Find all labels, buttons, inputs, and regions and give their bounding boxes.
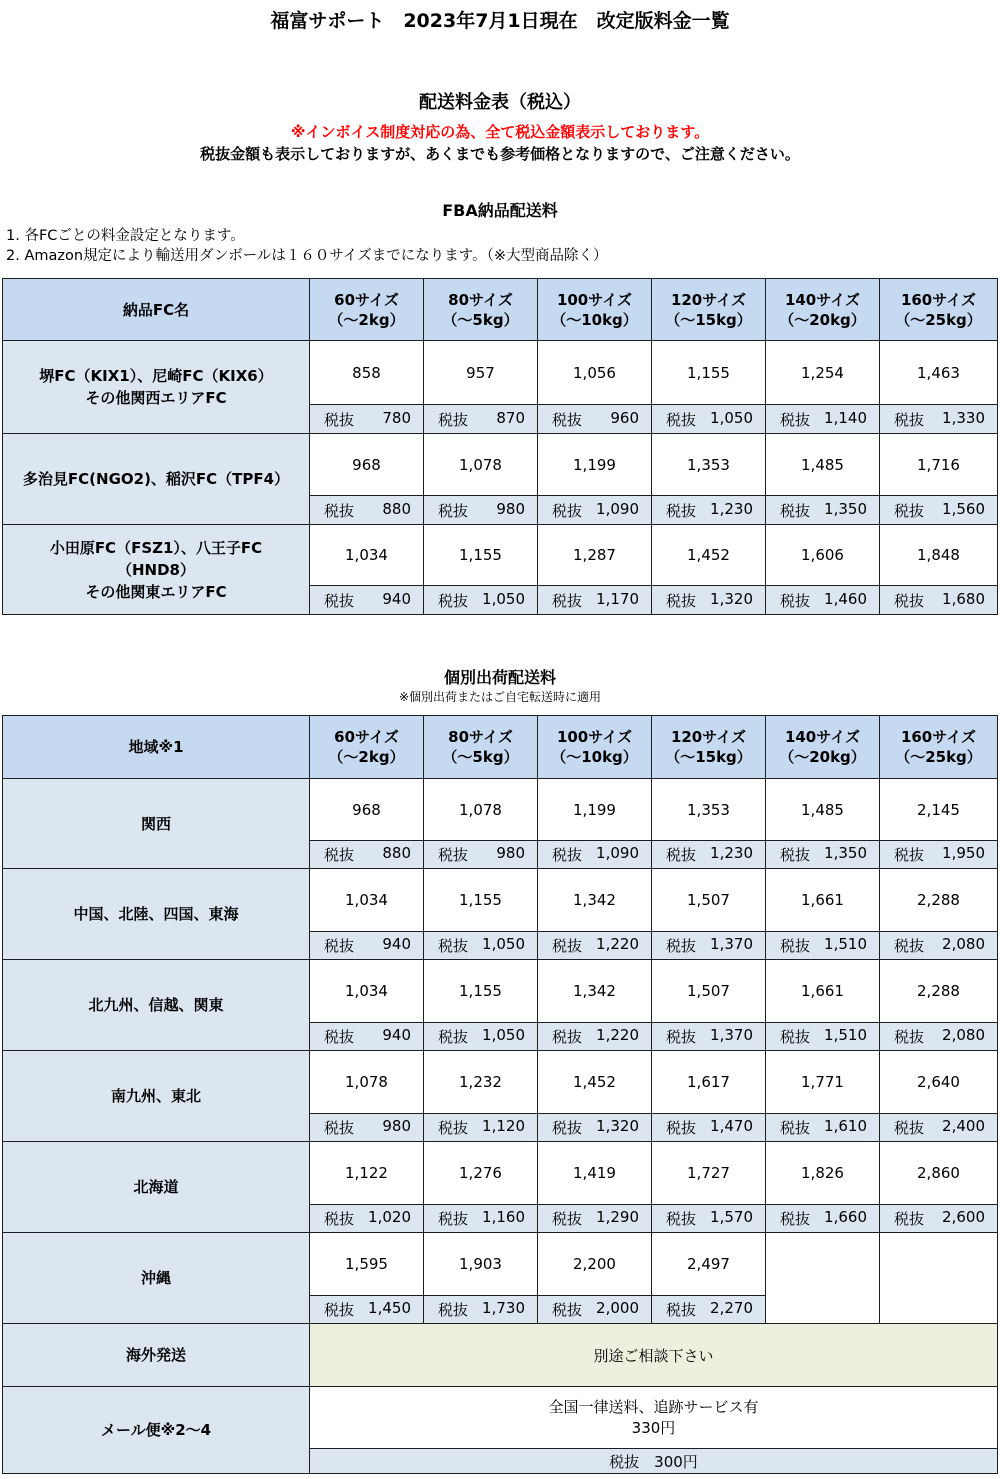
tax-excl-cell: 税抜 1,330 — [880, 405, 998, 434]
price-cell: 1,287 — [538, 525, 652, 586]
size-header: 60サイズ （～2kg） — [310, 716, 424, 779]
size-header: 160サイズ （～25kg） — [880, 279, 998, 341]
price-cell: 1,342 — [538, 960, 652, 1023]
price-cell: 1,848 — [880, 525, 998, 586]
price-cell: 2,497 — [652, 1233, 766, 1296]
region-name: 北海道 — [3, 1142, 310, 1233]
price-cell: 1,485 — [766, 779, 880, 841]
size-header: 120サイズ （～15kg） — [652, 716, 766, 779]
tax-excl-cell: 税抜 1,680 — [880, 586, 998, 615]
overseas-label: 海外発送 — [3, 1324, 310, 1387]
tax-excl-cell: 税抜 1,050 — [424, 1023, 538, 1051]
size-header: 80サイズ （～5kg） — [424, 279, 538, 341]
price-cell: 1,199 — [538, 779, 652, 841]
tax-excl-cell: 税抜 1,090 — [538, 841, 652, 869]
tax-excl-cell: 税抜 1,370 — [652, 932, 766, 960]
price-cell: 1,199 — [538, 434, 652, 496]
tax-excl-cell: 税抜 1,460 — [766, 586, 880, 615]
tax-excl-cell: 税抜 2,400 — [880, 1114, 998, 1142]
price-cell: 1,232 — [424, 1051, 538, 1114]
tax-excl-cell: 税抜 1,290 — [538, 1205, 652, 1233]
price-cell: 2,145 — [880, 779, 998, 841]
fba-fc-name: 多治見FC(NGO2)、稲沢FC（TPF4） — [3, 434, 310, 525]
tax-excl-cell: 税抜 1,350 — [766, 841, 880, 869]
tax-excl-cell: 税抜 1,120 — [424, 1114, 538, 1142]
tax-excl-cell: 税抜 1,950 — [880, 841, 998, 869]
mail-service-label: メール便※2～4 — [3, 1387, 310, 1474]
region-name: 沖縄 — [3, 1233, 310, 1324]
fba-fc-name: 小田原FC（FSZ1）、八王子FC （HND8） その他関東エリアFC — [3, 525, 310, 615]
tax-excl-cell: 税抜 1,320 — [652, 586, 766, 615]
price-cell: 1,727 — [652, 1142, 766, 1205]
price-cell: 1,452 — [538, 1051, 652, 1114]
price-cell: 1,452 — [652, 525, 766, 586]
price-cell: 1,254 — [766, 341, 880, 405]
tax-excl-cell: 税抜 2,080 — [880, 932, 998, 960]
fba-notes — [6, 226, 607, 266]
price-cell: 1,276 — [424, 1142, 538, 1205]
tax-excl-cell: 税抜 960 — [538, 405, 652, 434]
region-name: 南九州、東北 — [3, 1051, 310, 1142]
tax-excl-cell: 税抜 2,000 — [538, 1296, 652, 1324]
region-name: 中国、北陸、四国、東海 — [3, 869, 310, 960]
tax-excl-cell: 税抜 1,020 — [310, 1205, 424, 1233]
individual-subtitle: ※個別出荷またはご自宅転送時に適用 — [398, 690, 602, 704]
size-header: 120サイズ （～15kg） — [652, 279, 766, 341]
price-cell: 1,155 — [652, 341, 766, 405]
price-cell: 968 — [310, 434, 424, 496]
individual-title: 個別出荷配送料 — [443, 668, 556, 687]
tax-excl-cell: 税抜 1,470 — [652, 1114, 766, 1142]
price-cell: 1,826 — [766, 1142, 880, 1205]
price-cell: 1,606 — [766, 525, 880, 586]
tax-excl-cell: 税抜 880 — [310, 496, 424, 525]
price-cell: 1,903 — [424, 1233, 538, 1296]
price-cell: 1,078 — [424, 779, 538, 841]
tax-excl-cell: 税抜 1,050 — [652, 405, 766, 434]
tax-excl-cell: 税抜 780 — [310, 405, 424, 434]
price-cell: 1,034 — [310, 869, 424, 932]
price-cell: 1,771 — [766, 1051, 880, 1114]
price-cell: 1,155 — [424, 960, 538, 1023]
size-header: 60サイズ （～2kg） — [310, 279, 424, 341]
tax-excl-cell: 税抜 870 — [424, 405, 538, 434]
tax-excl-cell: 税抜 2,600 — [880, 1205, 998, 1233]
price-cell: 2,288 — [880, 869, 998, 932]
tax-excl-cell: 税抜 1,660 — [766, 1205, 880, 1233]
price-cell: 1,595 — [310, 1233, 424, 1296]
tax-excl-cell: 税抜 1,230 — [652, 841, 766, 869]
tax-excl-cell: 税抜 1,050 — [424, 932, 538, 960]
tax-excl-cell: 税抜 940 — [310, 932, 424, 960]
section-title: 配送料金表（税込） — [419, 92, 581, 113]
price-cell: 1,485 — [766, 434, 880, 496]
tax-excl-cell: 税抜 1,730 — [424, 1296, 538, 1324]
empty-cell — [766, 1233, 880, 1324]
size-header: 160サイズ （～25kg） — [880, 716, 998, 779]
mail-service-tax: 税抜 300円 — [310, 1449, 998, 1474]
fba-header-fc: 納品FC名 — [3, 279, 310, 341]
price-cell: 1,716 — [880, 434, 998, 496]
tax-excl-cell: 税抜 1,050 — [424, 586, 538, 615]
price-cell: 2,288 — [880, 960, 998, 1023]
size-header: 100サイズ （～10kg） — [538, 716, 652, 779]
price-cell: 2,860 — [880, 1142, 998, 1205]
price-cell: 1,078 — [424, 434, 538, 496]
size-header: 140サイズ （～20kg） — [766, 279, 880, 341]
size-header: 80サイズ （～5kg） — [424, 716, 538, 779]
tax-excl-cell: 税抜 1,090 — [538, 496, 652, 525]
tax-excl-cell: 税抜 1,220 — [538, 1023, 652, 1051]
fba-price-table — [2, 278, 998, 615]
region-name: 北九州、信越、関東 — [3, 960, 310, 1051]
tax-notice: 税抜金額も表示しておりますが、あくまでも参考価格となりますので、ご注意ください。 — [200, 145, 800, 163]
tax-excl-cell: 税抜 2,270 — [652, 1296, 766, 1324]
tax-excl-cell: 税抜 1,450 — [310, 1296, 424, 1324]
price-cell: 1,078 — [310, 1051, 424, 1114]
price-cell: 1,056 — [538, 341, 652, 405]
mail-service-price: 全国一律送料、追跡サービス有 330円 — [310, 1387, 998, 1449]
fba-note: 2. Amazon規定により輸送用ダンボールは１６０サイズまでになります。（※大型商品除く） — [6, 248, 608, 264]
tax-excl-cell: 税抜 1,610 — [766, 1114, 880, 1142]
fba-note: 1. 各FCごとの料金設定となります。 — [6, 228, 245, 244]
price-cell: 1,122 — [310, 1142, 424, 1205]
invoice-notice: ※インボイス制度対応の為、全て税込金額表示しております。 — [290, 123, 710, 141]
tax-excl-cell: 税抜 1,140 — [766, 405, 880, 434]
price-cell: 1,353 — [652, 779, 766, 841]
size-header: 100サイズ （～10kg） — [538, 279, 652, 341]
tax-excl-cell: 税抜 1,170 — [538, 586, 652, 615]
price-cell: 1,353 — [652, 434, 766, 496]
tax-excl-cell: 税抜 1,560 — [880, 496, 998, 525]
price-cell: 968 — [310, 779, 424, 841]
tax-excl-cell: 税抜 1,320 — [538, 1114, 652, 1142]
tax-excl-cell: 税抜 1,160 — [424, 1205, 538, 1233]
tax-excl-cell: 税抜 1,510 — [766, 1023, 880, 1051]
price-cell: 1,342 — [538, 869, 652, 932]
tax-excl-cell: 税抜 980 — [310, 1114, 424, 1142]
tax-excl-cell: 税抜 940 — [310, 586, 424, 615]
price-cell: 1,661 — [766, 869, 880, 932]
tax-excl-cell: 税抜 880 — [310, 841, 424, 869]
price-cell: 2,200 — [538, 1233, 652, 1296]
tax-excl-cell: 税抜 1,350 — [766, 496, 880, 525]
tax-excl-cell: 税抜 980 — [424, 841, 538, 869]
price-cell: 858 — [310, 341, 424, 405]
price-cell: 1,617 — [652, 1051, 766, 1114]
tax-excl-cell: 税抜 940 — [310, 1023, 424, 1051]
tax-excl-cell: 税抜 1,510 — [766, 932, 880, 960]
price-cell: 1,155 — [424, 869, 538, 932]
price-cell: 1,419 — [538, 1142, 652, 1205]
empty-cell — [880, 1233, 998, 1324]
region-header: 地域※1 — [3, 716, 310, 779]
document-title: 福富サポート 2023年7月1日現在 改定版料金一覧 — [270, 10, 730, 32]
price-cell: 957 — [424, 341, 538, 405]
price-cell: 1,155 — [424, 525, 538, 586]
price-cell: 1,034 — [310, 960, 424, 1023]
tax-excl-cell: 税抜 1,570 — [652, 1205, 766, 1233]
tax-excl-cell: 税抜 1,220 — [538, 932, 652, 960]
tax-excl-cell: 税抜 1,230 — [652, 496, 766, 525]
size-header: 140サイズ （～20kg） — [766, 716, 880, 779]
tax-excl-cell: 税抜 1,370 — [652, 1023, 766, 1051]
tax-excl-cell: 税抜 980 — [424, 496, 538, 525]
price-cell: 1,034 — [310, 525, 424, 586]
fba-title: FBA納品配送料 — [442, 201, 558, 220]
individual-price-table — [2, 715, 998, 1474]
region-name: 関西 — [3, 779, 310, 869]
overseas-note: 別途ご相談下さい — [310, 1324, 998, 1387]
price-cell: 1,661 — [766, 960, 880, 1023]
price-cell: 1,507 — [652, 960, 766, 1023]
fba-fc-name: 堺FC（KIX1）、尼崎FC（KIX6） その他関西エリアFC — [3, 341, 310, 434]
price-cell: 2,640 — [880, 1051, 998, 1114]
tax-excl-cell: 税抜 2,080 — [880, 1023, 998, 1051]
price-cell: 1,507 — [652, 869, 766, 932]
price-cell: 1,463 — [880, 341, 998, 405]
